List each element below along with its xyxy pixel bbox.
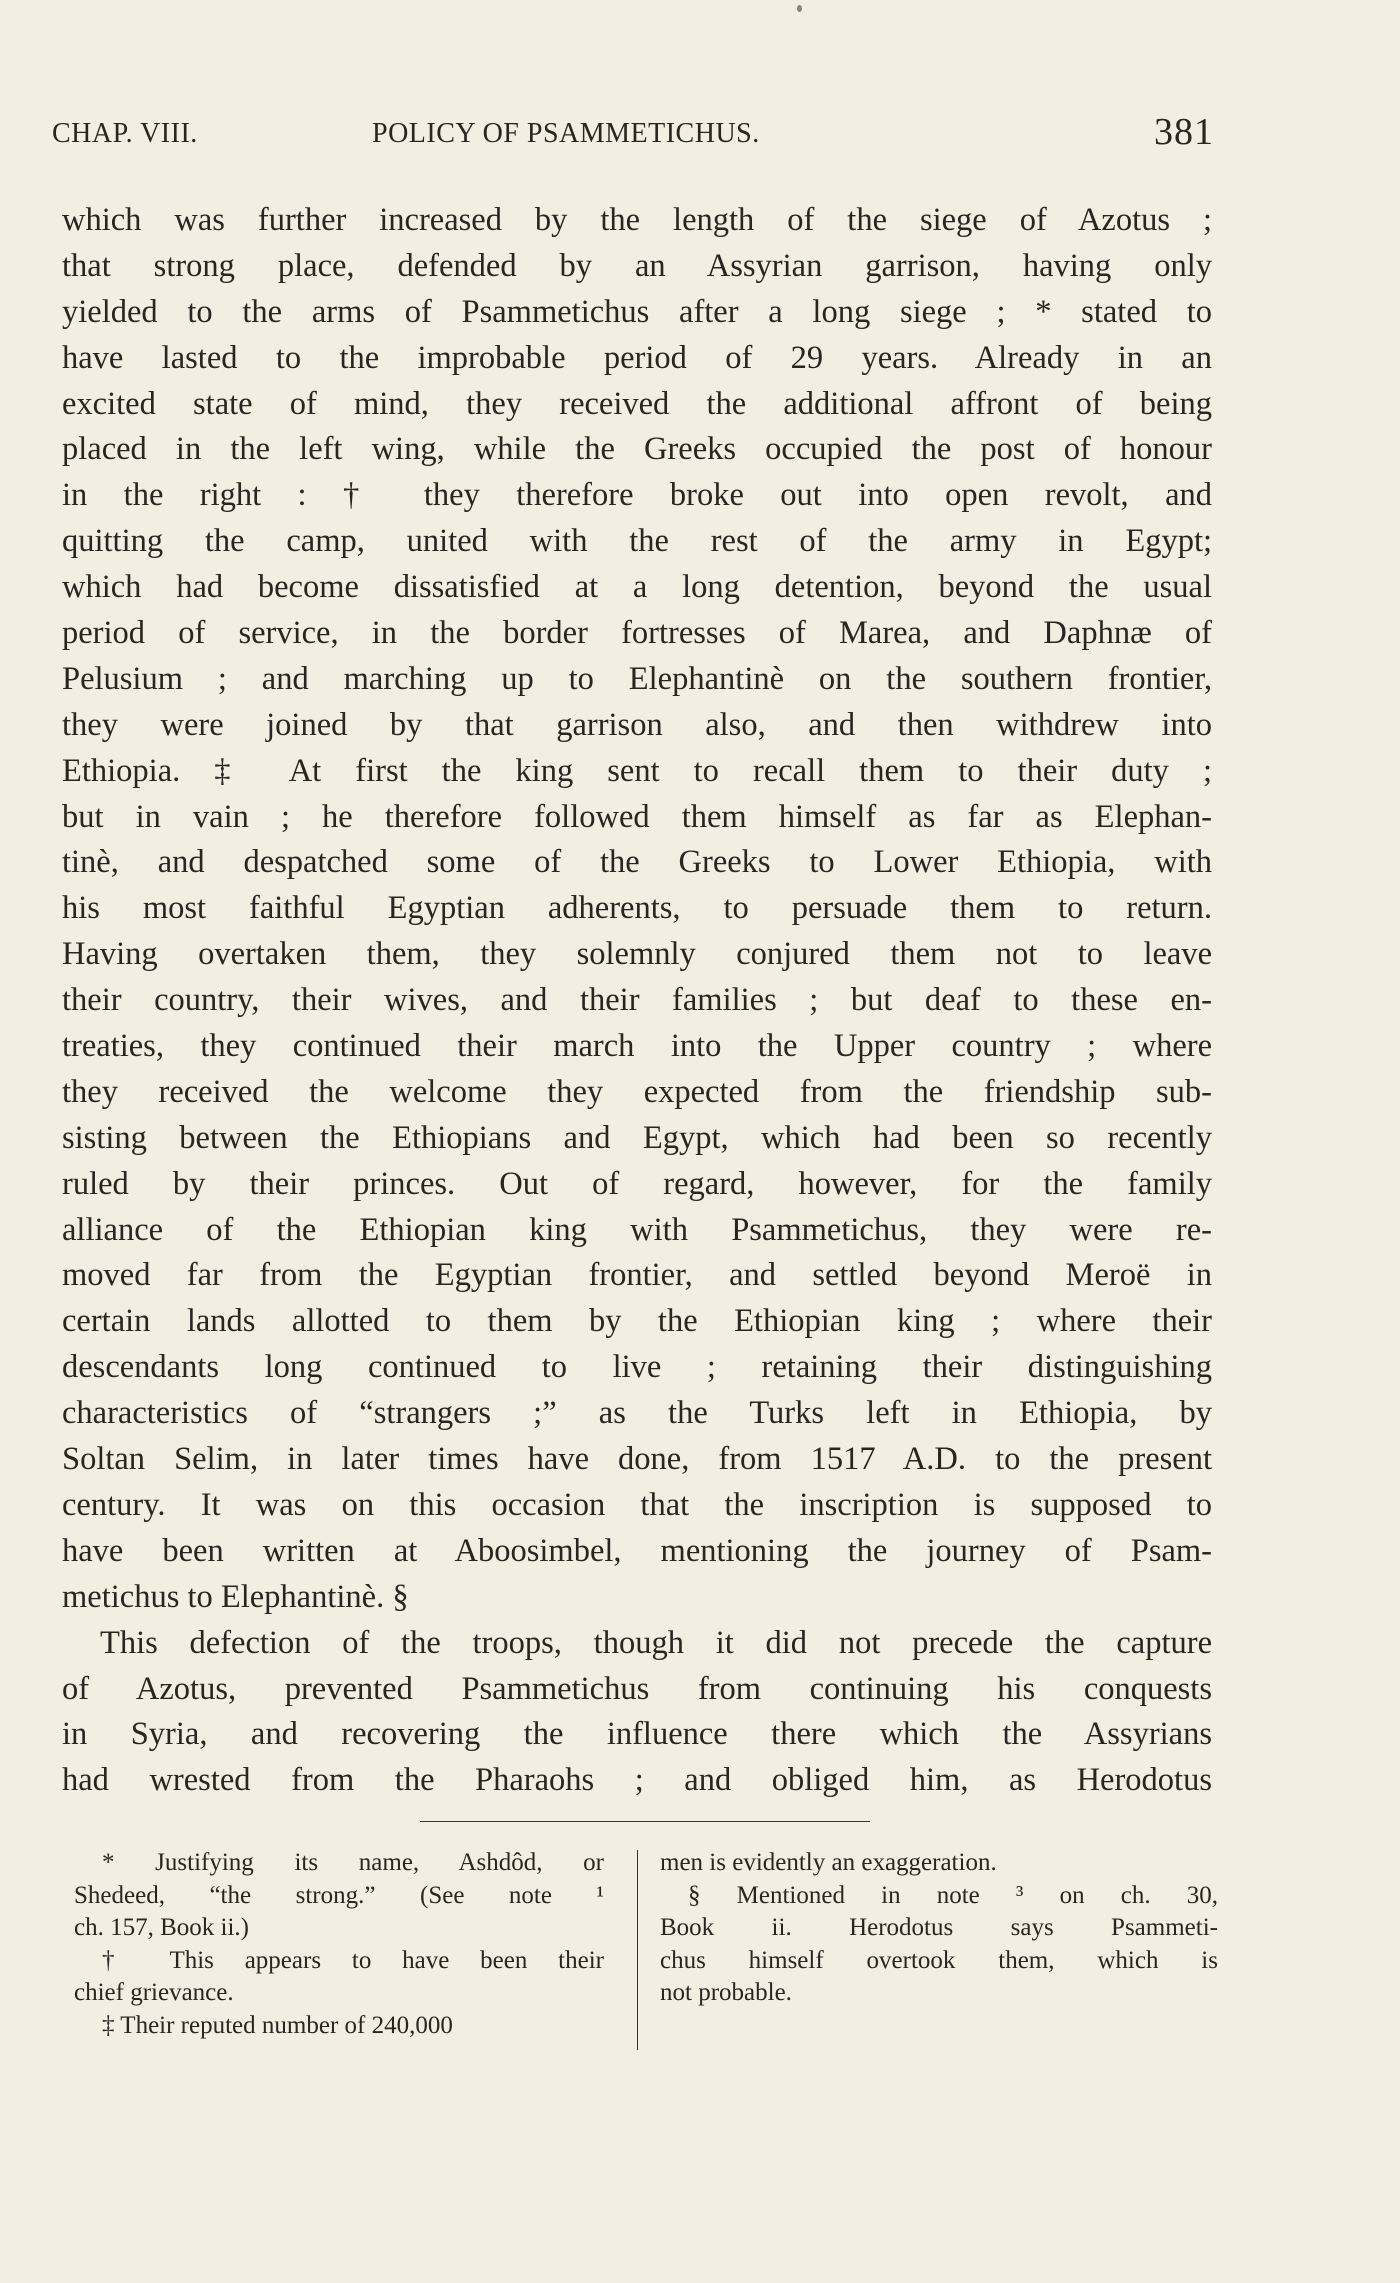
footnote-line: not probable. <box>660 1979 792 2006</box>
body-line: sisting between the Ethiopians and Egypt, which had been so recently <box>62 1119 1212 1156</box>
body-line: but in vain ; he therefore followed them himself as far as Elephan- <box>62 798 1212 835</box>
body-line: that strong place, defended by an Assyrian garrison, having only <box>62 247 1212 284</box>
body-line: characteristics of “strangers ;” as the Turks left in Ethiopia, by <box>62 1395 1212 1432</box>
footnote-line: † This appears to have been their <box>102 1946 604 1974</box>
body-line: descendants long continued to live ; retaining their distinguishing <box>62 1349 1212 1386</box>
body-line: placed in the left wing, while the Greeks occupied the post of honour <box>62 431 1212 468</box>
body-line: they were joined by that garrison also, and then withdrew into <box>62 706 1212 743</box>
body-line: Soltan Selim, in later times have done, from 1517 A.D. to the present <box>62 1441 1212 1478</box>
page-number: 381 <box>1154 111 1214 153</box>
body-line: had wrested from the Pharaohs ; and obliged him, as Herodotus <box>62 1762 1212 1799</box>
body-line: This defection of the troops, though it did not precede the capture <box>100 1624 1212 1661</box>
body-line: yielded to the arms of Psammetichus after a long siege ; * stated to <box>62 293 1212 330</box>
body-line: have been written at Aboosimbel, mentioning the journey of Psam- <box>62 1532 1212 1569</box>
body-line: Pelusium ; and marching up to Elephantinè on the southern frontier, <box>62 660 1212 697</box>
footnote-line: ch. 157, Book ii.) <box>74 1914 249 1941</box>
body-line: their country, their wives, and their families ; but deaf to these en- <box>62 982 1212 1019</box>
body-line: century. It was on this occasion that the inscription is supposed to <box>62 1486 1212 1523</box>
body-line: which was further increased by the length of the siege of Azotus ; <box>62 202 1212 238</box>
body-line: excited state of mind, they received the additional affront of being <box>62 385 1212 422</box>
body-line: of Azotus, prevented Psammetichus from continuing his conquests <box>62 1670 1212 1707</box>
body-line: quitting the camp, united with the rest of the army in Egypt; <box>62 523 1212 560</box>
footnote-line: § Mentioned in note ³ on ch. 30, <box>688 1881 1218 1909</box>
footnote-line: Shedeed, “the strong.” (See note ¹ <box>74 1881 604 1909</box>
body-line: ruled by their princes. Out of regard, however, for the family <box>62 1165 1212 1202</box>
footnote-line: Book ii. Herodotus says Psammeti- <box>660 1914 1218 1941</box>
running-title: POLICY OF PSAMMETICHUS. <box>372 118 760 149</box>
body-line: which had become dissatisfied at a long detention, beyond the usual <box>62 569 1212 606</box>
body-line: certain lands allotted to them by the Ethiopian king ; where their <box>62 1303 1212 1340</box>
footnote-line: chus himself overtook them, which is <box>660 1946 1218 1974</box>
body-line: in Syria, and recovering the influence there which the Assyrians <box>62 1716 1212 1753</box>
body-line: Ethiopia. ‡ At first the king sent to recall them to their duty ; <box>62 752 1212 789</box>
body-line: have lasted to the improbable period of 29 years. Already in an <box>62 339 1212 376</box>
footnote-rule <box>420 1821 870 1822</box>
body-line: treaties, they continued their march into the Upper country ; where <box>62 1028 1212 1065</box>
body-line: moved far from the Egyptian frontier, and settled beyond Meroë in <box>62 1257 1212 1294</box>
footnote-line: chief grievance. <box>74 1979 234 2006</box>
chapter-label: CHAP. VIII. <box>52 118 198 149</box>
body-line: alliance of the Ethiopian king with Psammetichus, they were re- <box>62 1211 1212 1248</box>
footnote-column-divider <box>637 1850 638 2050</box>
paper-speck <box>797 5 802 12</box>
footnotes-right-column <box>660 1847 1218 2010</box>
body-line: tinè, and despatched some of the Greeks to Lower Ethiopia, with <box>62 844 1212 881</box>
footnotes-left-column <box>74 1847 604 2042</box>
body-line: in the right : † they therefore broke out into open revolt, and <box>62 477 1212 514</box>
body-line: they received the welcome they expected from the friendship sub- <box>62 1073 1212 1110</box>
body-line: period of service, in the border fortresses of Marea, and Daphnæ of <box>62 615 1212 652</box>
body-line: Having overtaken them, they solemnly conjured them not to leave <box>62 936 1212 973</box>
footnote-line: ‡ Their reputed number of 240,000 <box>102 2011 453 2039</box>
footnote-line: men is evidently an exaggeration. <box>660 1849 997 1876</box>
footnote-line: * Justifying its name, Ashdôd, or <box>102 1849 604 1876</box>
body-line: metichus to Elephantinè. § <box>62 1578 409 1615</box>
running-header <box>52 110 1214 158</box>
body-text <box>62 198 1212 1804</box>
body-line: his most faithful Egyptian adherents, to persuade them to return. <box>62 890 1212 927</box>
